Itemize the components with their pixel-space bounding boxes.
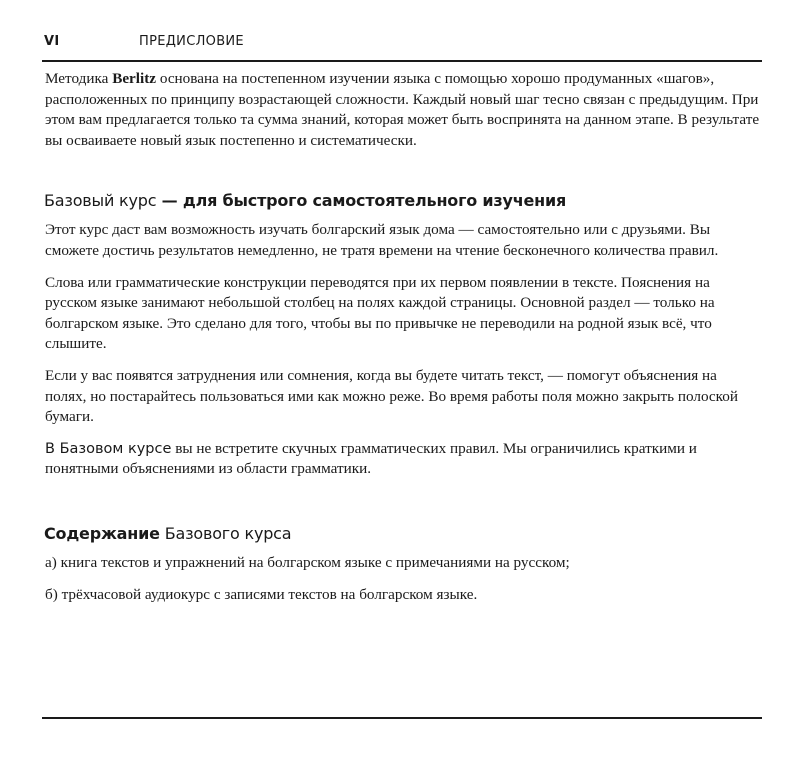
heading-basic-bold: — для быстрого самостоятельного изучения bbox=[156, 191, 567, 211]
contents-item-b: б) трёхчасовой аудиокурс с записями текстов на болгарском языке. bbox=[45, 585, 478, 603]
basic-paragraph-1: Этот курс даст вам возможность изучать болгарский язык дома — самостоятельно или с друзьями. Вы сможете достичь результатов немедленно, не тратя времени на чтение бесконечного количества правил. bbox=[45, 221, 719, 259]
intro-text: основана на постепенном изучении языка с помощью хорошо продуманных «шагов», расположенных по принципу возрастающей сложности. Каждый новый шаг тесно связан с предыдущим. При этом вам предлагается только та сумма знаний, которая может быть воспринята на данном этапе. В результате вы осваиваете новый язык постепенно и систематически. bbox=[45, 70, 760, 149]
basic-paragraph-3: Если у вас появятся затруднения или сомнения, когда вы будете читать текст, — помогут объяснения на полях, но постарайтесь пользоваться ими как можно реже. Во время работы поля можно закрыть полоской бумаги. bbox=[45, 366, 738, 426]
intro-prefix: Методика bbox=[45, 70, 113, 87]
final-prefix: В bbox=[45, 440, 60, 457]
running-title: ПРЕДИСЛОВИЕ bbox=[139, 34, 244, 49]
section-heading-contents bbox=[42, 524, 762, 543]
running-head bbox=[42, 34, 762, 56]
contents-item-a: а) книга текстов и упражнений на болгарском языке с примечаниями на русском; bbox=[45, 553, 570, 571]
heading-basic-light: Базовый курс bbox=[44, 191, 157, 211]
section-heading-basic-course bbox=[42, 191, 762, 210]
basic-paragraph-2: Слова или грамматические конструкции переводятся при их первом появлении в тексте. Пояснения на русском языке занимают небольшой столбец на полях каждой страницы. Основной раздел — только на болгарском языке. Это сделано для того, чтобы вы по привычке не переводили на родной язык всё, что слышите. bbox=[45, 273, 715, 353]
brand-name: Berlitz bbox=[112, 70, 157, 87]
footer-rule bbox=[42, 717, 762, 719]
page-number: VI bbox=[44, 34, 60, 49]
basic-paragraph-4 bbox=[42, 439, 762, 480]
header-rule bbox=[42, 60, 762, 62]
intro-paragraph bbox=[42, 69, 762, 151]
final-text: вы не встретите скучных грамматических правил. Мы ограничились краткими и понятными объяснениями из области грамматики. bbox=[45, 439, 697, 478]
final-course-name: Базовом курсе bbox=[59, 440, 172, 457]
heading-contents-bold: Содержание bbox=[44, 523, 160, 543]
book-page bbox=[42, 34, 762, 605]
heading-contents-light: Базового курса bbox=[159, 523, 292, 543]
